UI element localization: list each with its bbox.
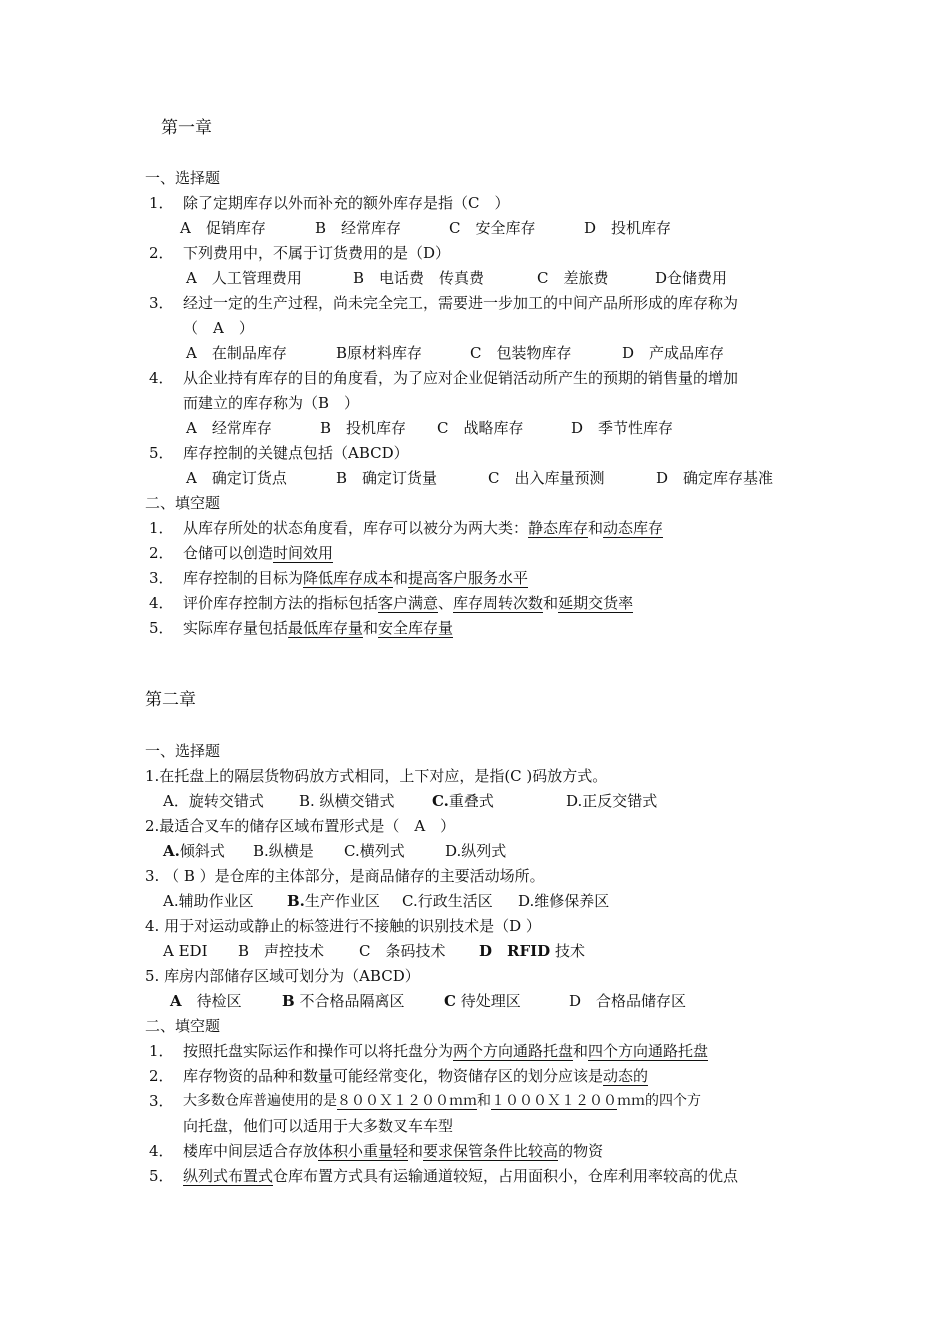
option: C.行政生活区 <box>402 892 493 910</box>
fill-item: 库存控制的目标为降低库存成本和提高客户服务水平 <box>183 569 529 587</box>
option: A.倾斜式 <box>163 842 225 860</box>
option: A 待检区 <box>170 992 242 1010</box>
answer-blank: 降低库存成本 <box>303 569 394 587</box>
option: A 在制品库存 <box>186 344 287 362</box>
question-text: 经过一定的生产过程，尚未完全完工，需要进一步加工的中间产品所形成的库存称为 <box>183 294 739 312</box>
fill-number: 5． <box>149 619 174 637</box>
fill-number: 2． <box>149 1067 174 1085</box>
option: D 产成品库存 <box>622 344 725 362</box>
option: C 安全库存 <box>449 219 536 237</box>
option: B 确定订货量 <box>336 469 438 487</box>
option: C 条码技术 <box>359 942 446 960</box>
answer-blank: 四个方向通路托盘 <box>588 1042 709 1060</box>
fill-item: 从库存所处的状态角度看，库存可以被分为两大类：静态库存和动态库存 <box>183 519 664 537</box>
option: A.辅助作业区 <box>163 892 254 910</box>
section-heading: 一、选择题 <box>145 742 221 760</box>
fill-item: 按照托盘实际运作和操作可以将托盘分为两个方向通路托盘和四个方向通路托盘 <box>183 1042 709 1060</box>
question-text: 4. 用于对运动或静止的标签进行不接触的识别技术是（D ） <box>145 917 541 935</box>
section-heading: 二、填空题 <box>145 494 221 512</box>
chapter-2-title: 第二章 <box>145 690 196 710</box>
fill-number: 2． <box>149 544 174 562</box>
fill-item-cont: 向托盘，他们可以适用于大多数叉车车型 <box>183 1117 454 1135</box>
option: B 投机库存 <box>320 419 407 437</box>
answer-blank: 最低库存量 <box>288 619 364 637</box>
option: B 不合格品隔离区 <box>282 992 405 1010</box>
question-number: 3． <box>149 294 174 312</box>
option: D.维修保养区 <box>518 892 610 910</box>
option: A 人工管理费用 <box>186 269 302 287</box>
answer-blank: 两个方向通路托盘 <box>453 1042 574 1060</box>
question-number: 5． <box>149 444 174 462</box>
option: C.横列式 <box>344 842 405 860</box>
answer-blank: 安全库存量 <box>378 619 454 637</box>
question-number: 1． <box>149 194 174 212</box>
fill-number: 1． <box>149 1042 174 1060</box>
section-heading: 一、选择题 <box>145 169 221 187</box>
answer-blank: ８００Ｘ１２００ｍｍ <box>337 1093 477 1109</box>
option: B 电话费 传真费 <box>353 269 485 287</box>
option: B.生产作业区 <box>287 892 380 910</box>
option: C 待处理区 <box>444 992 521 1010</box>
answer-blank: 提高客户服务水平 <box>408 569 529 587</box>
option: A 确定订货点 <box>186 469 287 487</box>
question-number: 4． <box>149 369 174 387</box>
answer-blank: 动态库存 <box>603 519 664 537</box>
fill-item: 评价库存控制方法的指标包括客户满意、库存周转次数和延期交货率 <box>183 594 634 612</box>
option: A EDI <box>163 942 208 960</box>
option: A 经常库存 <box>186 419 272 437</box>
question-text: 除了定期库存以外而补充的额外库存是指（C ） <box>183 194 510 212</box>
option: B 声控技术 <box>238 942 325 960</box>
question-text-cont: 而建立的库存称为（B ） <box>183 394 360 412</box>
fill-item: 纵列式布置式仓库布置方式具有运输通道较短，占用面积小，仓库利用率较高的优点 <box>183 1167 739 1185</box>
option: B. 纵横交错式 <box>299 792 395 810</box>
section-heading: 二、填空题 <box>145 1017 221 1035</box>
question-text: 3. （ B ）是仓库的主体部分，是商品储存的主要活动场所。 <box>145 867 545 885</box>
fill-item: 仓储可以创造时间效用 <box>183 544 334 562</box>
fill-number: 5． <box>149 1167 174 1185</box>
option: C 差旅费 <box>537 269 609 287</box>
answer-blank: 静态库存 <box>528 519 589 537</box>
fill-number: 4． <box>149 1142 174 1160</box>
question-text: 2.最适合叉车的储存区域布置形式是（ A ） <box>145 817 456 835</box>
answer-blank: 动态的 <box>603 1067 649 1085</box>
fill-item: 实际库存量包括最低库存量和安全库存量 <box>183 619 454 637</box>
option: A 促销库存 <box>180 219 266 237</box>
chapter-1-title: 第一章 <box>161 118 212 138</box>
option: C 包装物库存 <box>470 344 572 362</box>
question-text: 从企业持有库存的目的角度看，为了应对企业促销活动所产生的预期的销售量的增加 <box>183 369 739 387</box>
answer-blank: 库存周转次数 <box>453 594 544 612</box>
question-text: 5. 库房内部储存区域可划分为（ABCD） <box>145 967 420 985</box>
option: A．旋转交错式 <box>163 792 264 810</box>
option: B原材料库存 <box>336 344 423 362</box>
option: D 确定库存基准 <box>656 469 774 487</box>
option: C 出入库量预测 <box>488 469 605 487</box>
fill-item: 大多数仓库普遍使用的是８００Ｘ１２００ｍｍ和１０００Ｘ１２００ｍｍ的四个方 <box>183 1093 701 1109</box>
answer-blank: １０００Ｘ１２００ <box>491 1093 617 1109</box>
option: D仓储费用 <box>655 269 728 287</box>
question-text-cont: （ A ） <box>183 319 254 337</box>
question-number: 2． <box>149 244 174 262</box>
fill-item: 库存物资的品种和数量可能经常变化，物资储存区的划分应该是动态的 <box>183 1067 649 1085</box>
question-text: 库存控制的关键点包括（ABCD） <box>183 444 409 462</box>
fill-number: 1． <box>149 519 174 537</box>
option: D 合格品储存区 <box>569 992 687 1010</box>
option: D.正反交错式 <box>566 792 658 810</box>
answer-blank: 纵列式布置式 <box>183 1167 274 1185</box>
question-text: 1.在托盘上的隔层货物码放方式相同，上下对应，是指(C )码放方式。 <box>145 767 608 785</box>
fill-number: 3． <box>149 569 174 587</box>
fill-item: 楼库中间层适合存放体积小重量轻和要求保管条件比较高的物资 <box>183 1142 604 1160</box>
option: C.重叠式 <box>432 792 494 810</box>
option: C 战略库存 <box>437 419 524 437</box>
answer-blank: 延期交货率 <box>558 594 634 612</box>
answer-blank: 客户满意 <box>378 594 439 612</box>
option: D 季节性库存 <box>571 419 674 437</box>
answer-blank: 时间效用 <box>273 544 334 562</box>
option: D RFID 技术 <box>479 942 585 960</box>
fill-number: 3． <box>149 1092 174 1110</box>
answer-blank: 体积小重量轻 <box>318 1142 409 1160</box>
option: D 投机库存 <box>584 219 672 237</box>
option: B 经常库存 <box>315 219 402 237</box>
answer-blank: 要求保管条件比较高 <box>423 1142 559 1160</box>
option: B.纵横是 <box>253 842 314 860</box>
fill-number: 4． <box>149 594 174 612</box>
question-text: 下列费用中，不属于订货费用的是（D） <box>183 244 451 262</box>
option: D.纵列式 <box>445 842 507 860</box>
